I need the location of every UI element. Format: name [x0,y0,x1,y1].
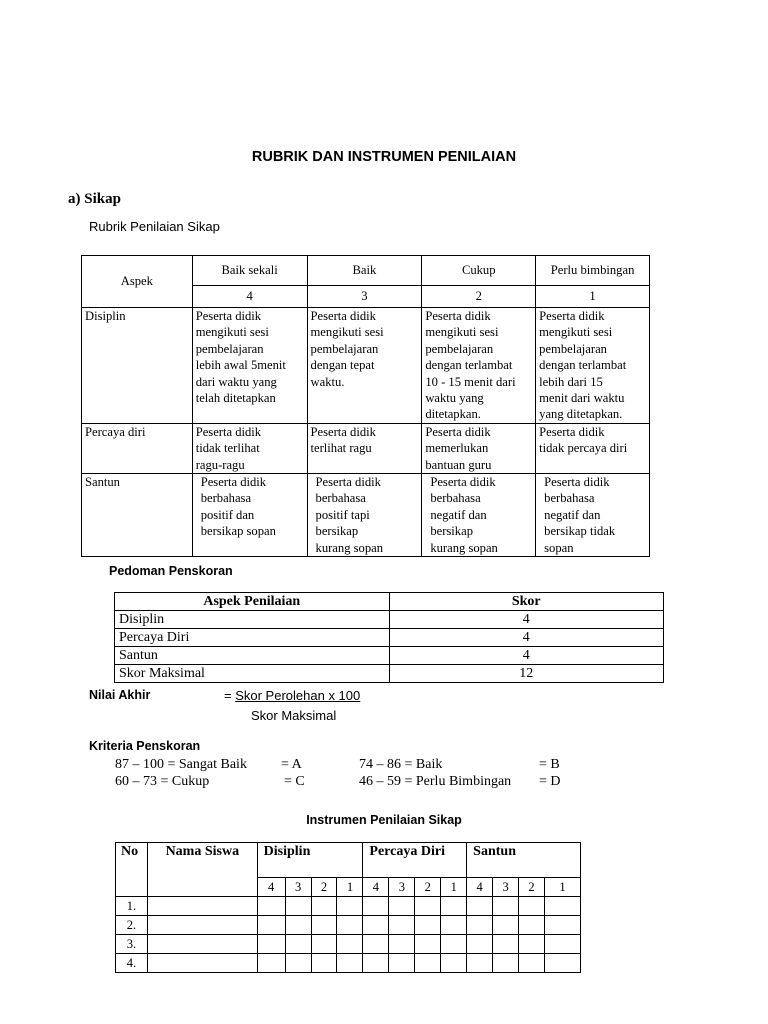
score-aspect: Santun [115,647,390,665]
nilai-numerator: Skor Perolehan x 100 [235,688,361,703]
rubric-cell: Peserta didik berbahasa positif dan bersikap sopan [192,474,307,557]
rubric-cell: Peserta didik mengikuti sesi pembelajaran dengan tepat waktu. [307,308,422,424]
instr-header-santun: Santun [467,843,581,878]
instr-score-col: 1 [441,878,467,897]
instr-score-col: 3 [285,878,311,897]
rubric-row-santun [82,474,650,557]
rubric-aspect: Santun [82,474,193,557]
instr-score-col: 3 [493,878,519,897]
rubric-cell: Peserta didik mengikuti sesi pembelajaran dengan terlambat 10 - 15 menit dari waktu yang ditetapkan. [422,308,536,424]
table-row [115,665,664,683]
instr-score-col: 1 [337,878,363,897]
score-value: 4 [389,629,663,647]
kriteria-range: 46 – 59 = Perlu Bimbingan [359,774,512,789]
rubric-level-name: Baik sekali [192,256,307,286]
instr-score-col: 2 [519,878,545,897]
table-row [115,647,664,665]
instr-header-percaya: Percaya Diri [363,843,467,878]
kriteria-grade: = D [539,774,561,789]
kriteria-range: 60 – 73 = Cukup [115,774,210,789]
rubric-cell: Peserta didik terlihat ragu [307,423,422,473]
instr-score-col: 1 [544,878,580,897]
rubric-level-name: Perlu bimbingan [536,256,650,286]
document-title: RUBRIK DAN INSTRUMEN PENILAIAN [251,149,517,165]
nilai-akhir-label: Nilai Akhir [89,688,151,702]
score-value: 4 [389,647,663,665]
kriteria-range: 74 – 86 = Baik [359,757,443,772]
rubric-cell: Peserta didik berbahasa negatif dan bersikap tidak sopan [536,474,650,557]
rubric-row-disiplin [82,308,650,424]
rubric-cell: Peserta didik mengikuti sesi pembelajaran dengan terlambat lebih dari 15 menit dari waktu yang ditetapkan. [536,308,650,424]
table-row [115,611,664,629]
rubric-row-percaya-diri [82,423,650,473]
instr-row-no: 2. [116,916,148,935]
section-sikap-heading: a) Sikap [68,191,121,207]
rubric-level-name: Baik [307,256,422,286]
rubric-cell: Peserta didik mengikuti sesi pembelajaran lebih awal 5menit dari waktu yang telah ditetapkan [192,308,307,424]
rubric-cell: Peserta didik berbahasa negatif dan bersikap kurang sopan [422,474,536,557]
rubric-level-score: 3 [307,286,422,308]
nilai-denominator: Skor Maksimal [251,708,337,723]
instr-row-no: 4. [116,954,148,973]
table-row [116,954,581,973]
score-header-skor: Skor [389,593,663,611]
score-aspect: Percaya Diri [115,629,390,647]
score-table [114,592,664,683]
score-header-aspek: Aspek Penilaian [115,593,390,611]
score-aspect: Disiplin [115,611,390,629]
instr-row-no: 3. [116,935,148,954]
rubric-cell: Peserta didik tidak percaya diri [536,423,650,473]
rubric-table [81,255,650,557]
rubric-level-name: Cukup [422,256,536,286]
rubric-level-score: 4 [192,286,307,308]
table-row [115,629,664,647]
instrumen-title: Instrumen Penilaian Sikap [306,813,462,827]
table-row [116,916,581,935]
kriteria-title: Kriteria Penskoran [89,739,201,753]
instr-score-col: 2 [311,878,337,897]
nilai-formula [224,688,360,703]
kriteria-grade: = A [281,757,302,772]
nilai-equals: = [224,688,236,703]
instr-score-col: 4 [467,878,493,897]
instr-score-col: 4 [257,878,285,897]
kriteria-grade: = B [539,757,560,772]
instr-row-no: 1. [116,897,148,916]
score-value: 4 [389,611,663,629]
instr-score-col: 4 [363,878,389,897]
rubric-subtitle: Rubrik Penilaian Sikap [89,219,220,234]
instr-header-disiplin: Disiplin [257,843,363,878]
rubric-aspect: Percaya diri [82,423,193,473]
rubric-aspect: Disiplin [82,308,193,424]
instr-header-nama: Nama Siswa [147,843,257,897]
rubric-level-score: 1 [536,286,650,308]
table-row [116,935,581,954]
score-value: 12 [389,665,663,683]
instr-header-no: No [116,843,148,897]
table-row [116,897,581,916]
kriteria-range: 87 – 100 = Sangat Baik [115,757,247,772]
score-aspect: Skor Maksimal [115,665,390,683]
instr-score-col: 2 [415,878,441,897]
rubric-cell: Peserta didik berbahasa positif tapi bersikap kurang sopan [307,474,422,557]
kriteria-grade: = C [284,774,305,789]
rubric-cell: Peserta didik tidak terlihat ragu-ragu [192,423,307,473]
rubric-cell: Peserta didik memerlukan bantuan guru [422,423,536,473]
pedoman-penskoran-title: Pedoman Penskoran [109,564,233,578]
instr-score-col: 3 [389,878,415,897]
instrumen-table [115,842,581,973]
rubric-aspek-header: Aspek [82,256,193,308]
rubric-level-score: 2 [422,286,536,308]
